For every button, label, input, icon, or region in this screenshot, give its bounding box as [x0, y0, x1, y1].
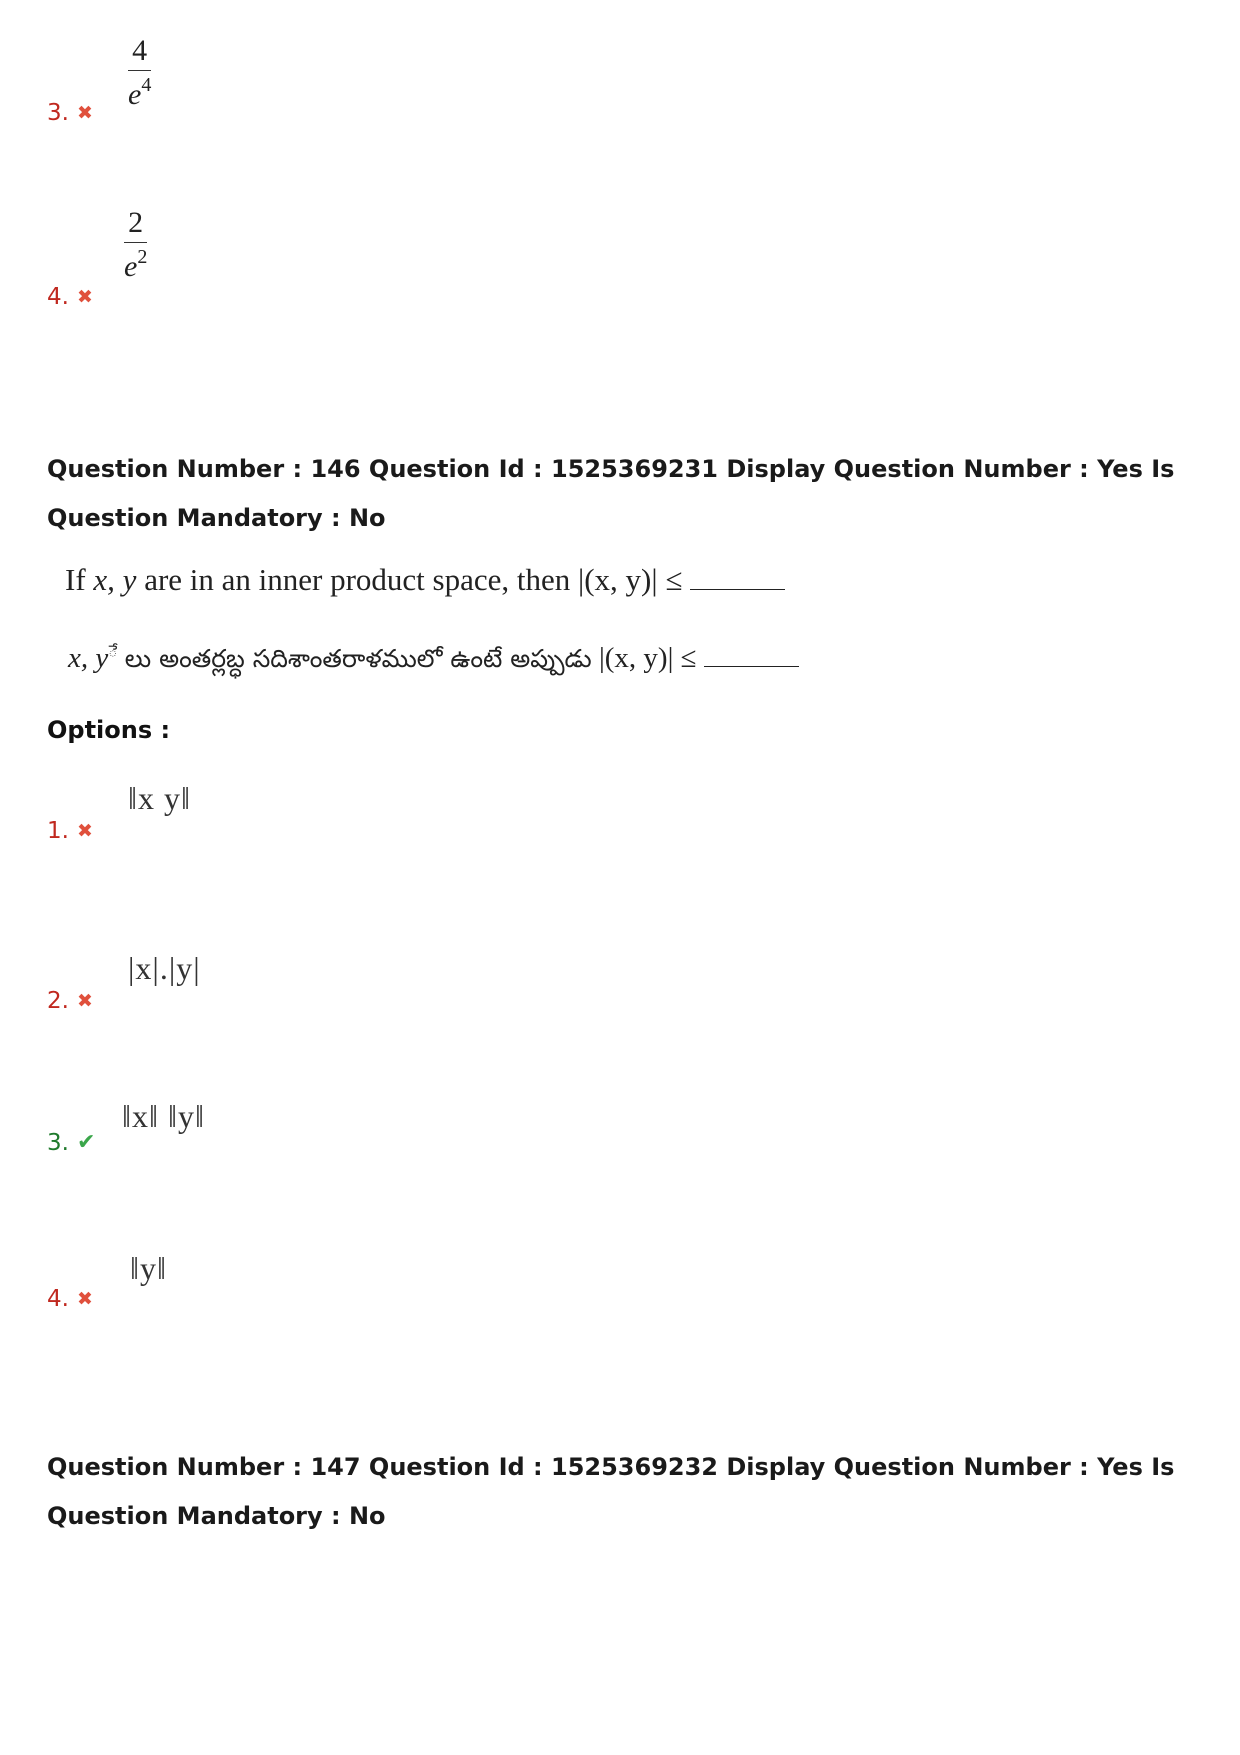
cross-icon: ✖ — [77, 820, 93, 842]
question-147-heading: Question Number : 147 Question Id : 1525369232 Display Question Number : Yes Is Question Mandatory : No — [47, 1453, 1175, 1530]
cross-icon: ✖ — [77, 990, 93, 1012]
answer-blank — [690, 563, 785, 590]
inner-product-expression: |(x, y)| ≤ — [578, 562, 683, 597]
fraction-numerator: 4 — [132, 34, 148, 67]
fraction-numerator: 2 — [128, 206, 144, 239]
option-number: 4. — [47, 284, 69, 310]
fraction-denominator: $e^2$ — [124, 246, 148, 283]
inner-product-expression: |(x, y)| ≤ — [598, 642, 697, 674]
option-number: 1. — [47, 818, 69, 844]
option-1-expression: ‖x y‖ — [128, 780, 191, 816]
option-3-expression: ‖x‖ ‖y‖ — [122, 1098, 205, 1134]
answer-blank — [704, 640, 799, 667]
option-2-expression: |x|.|y| — [128, 950, 201, 986]
check-icon: ✔ — [77, 1130, 96, 1155]
question-146-heading: Question Number : 146 Question Id : 1525369231 Display Question Number : Yes Is Question Mandatory : No — [47, 455, 1175, 532]
question-146-telugu-text: x, yే లు అంతర్లబ్ధ సదిశాంతరాళములో ఉంటే అప్పుడు |(x, y)| ≤ — [68, 640, 799, 680]
fraction-denominator: $e^4$ — [128, 74, 152, 111]
option-number: 3. — [47, 100, 69, 126]
option-number: 4. — [47, 1286, 69, 1312]
option-4-expression: ‖y‖ — [130, 1250, 167, 1286]
option-number: 2. — [47, 988, 69, 1014]
prev-option-4-fraction — [124, 206, 147, 284]
options-label: Options : — [47, 716, 171, 744]
prev-option-3-fraction — [128, 34, 151, 112]
question-146-english-text: If x, y are in an inner product space, then |(x, y)| ≤ — [65, 562, 785, 598]
cross-icon: ✖ — [77, 1288, 93, 1310]
cross-icon: ✖ — [77, 286, 93, 308]
option-number: 3. — [47, 1130, 69, 1156]
cross-icon: ✖ — [77, 102, 93, 124]
